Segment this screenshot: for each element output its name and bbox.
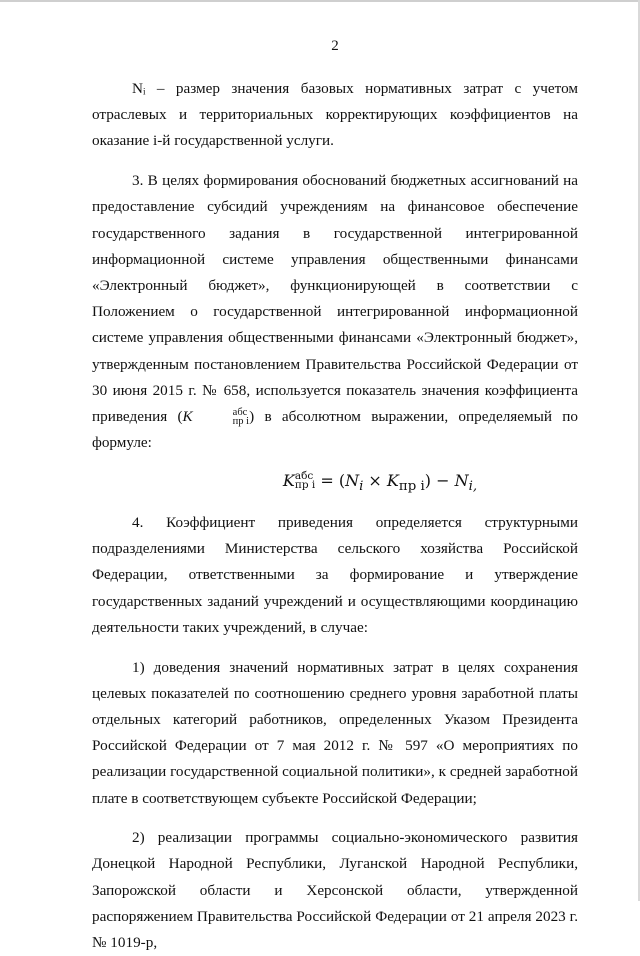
paragraph-n-definition: Nᵢ – размер значения базовых нормативных затрат с учетом отраслевых и территориальных корректирующих коэффициентов на оказание i-й государственной услуги. bbox=[92, 80, 578, 150]
inline-k-symbol: K bbox=[182, 407, 193, 425]
paragraph-4-item-2: 2) реализации программы социально-экономического развития Донецкой Народной Республики, Луганской Народной Республики, Запорожской области и Херсонской области, утвержденной распоряжением Правительства Российской Федерации от 21 апреля 2023 г. № 1019-р, bbox=[92, 829, 578, 952]
formula-n-sub: i bbox=[359, 479, 364, 495]
formula-close: ) − bbox=[424, 470, 455, 490]
scan-edge-top bbox=[0, 0, 640, 2]
inline-k-superscript: абс bbox=[232, 407, 248, 419]
formula-n: N bbox=[345, 470, 360, 490]
formula-k2: K bbox=[386, 470, 399, 490]
formula-k2-sub: пр i bbox=[398, 479, 425, 495]
formula-k-subscript: пр i bbox=[294, 479, 316, 492]
formula-n2: N bbox=[454, 470, 469, 490]
page-number: 2 bbox=[331, 38, 339, 54]
formula-k-superscript: абс bbox=[294, 470, 314, 483]
formula-n2-sub: i, bbox=[468, 479, 478, 495]
formula-k-indices bbox=[295, 472, 315, 490]
paragraph-4-item-1: 1) доведения значений нормативных затрат в целях сохранения целевых показателей по соотношению среднего уровня заработной платы отдельных категорий работников, определенных Указом Президента Российской Федерации от 7 мая 2012 г. № 597 «О мероприятиях по реализации государственной социальной политики», к средней заработной плате в соответствующем субъекте Российской Федерации; bbox=[92, 658, 578, 807]
paragraph-4: 4. Коэффициент приведения определяется структурными подразделениями Министерства сельского хозяйства Российской Федерации, ответственными за формирование и утверждение государственных заданий учреждений и осуществляющими координацию деятельности таких учреждений, в случае: bbox=[92, 514, 578, 636]
paragraph-3 bbox=[92, 168, 578, 456]
formula-equals: = ( bbox=[315, 470, 346, 490]
formula bbox=[182, 466, 578, 502]
formula-times: × bbox=[363, 470, 387, 490]
inline-k-subscript: пр i bbox=[232, 416, 250, 428]
inline-k-indices bbox=[193, 408, 249, 426]
paragraph-3-text-b: ) в абсолютном выражении, определяемый по формуле: bbox=[92, 407, 578, 452]
paragraph-3-text-a: 3. В целях формирования обоснований бюджетных ассигнований на предоставление субсидий учреждениям на финансовое обеспечение государственного задания в государственной интегрированной информационной системе управления общественными финансами «Электронный бюджет», функционирующей в соответствии с Положением о государственной интегрированной информационной системе управления общественными финансами «Электронный бюджет», утвержденным постановлением Правительства Российской Федерации от 30 июня 2015 г. № 658, используется показатель значения коэффициента приведения ( bbox=[92, 172, 578, 425]
formula-k: K bbox=[282, 470, 295, 490]
